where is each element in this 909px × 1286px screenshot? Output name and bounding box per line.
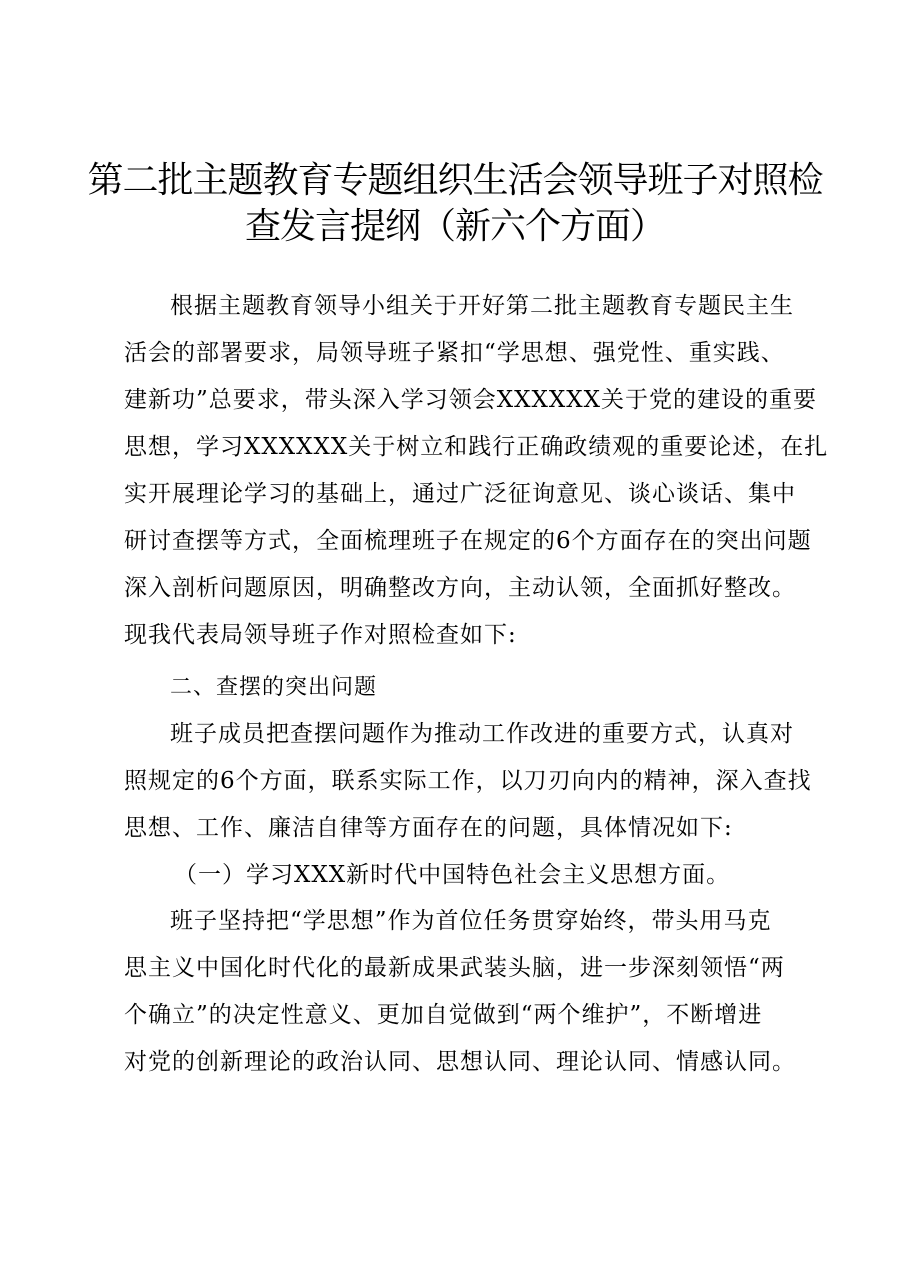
subsection-line: 思主义中国化时代化的最新成果武装头脑，进一步深刻领悟“两 — [124, 955, 785, 981]
intro-line: 根据主题教育领导小组关于开好第二批主题教育专题民主生 — [170, 293, 794, 319]
intro-line: 建新功”总要求，带头深入学习领会XXXXXX关于党的建设的重要 — [124, 387, 818, 413]
intro-line: 现我代表局领导班子作对照检查如下: — [124, 622, 517, 648]
subsection-heading-block — [124, 852, 824, 899]
intro-paragraph — [124, 283, 829, 659]
section-heading-block — [124, 664, 824, 711]
subsection-line: 班子坚持把“学思想”作为首位任务贯穿始终，带头用马克 — [170, 908, 772, 934]
intro-line: 研讨查摆等方式，全面梳理班子在规定的6个方面存在的突出问题 — [124, 528, 812, 554]
title-line-1: 第二批主题教育专题组织生活会领导班子对照检 — [87, 160, 823, 201]
subsection-line: 个确立”的决定性意义、更加自觉做到“两个维护”，不断增进 — [124, 1002, 763, 1028]
title-line-2: 查发言提纲（新六个方面） — [244, 206, 665, 247]
intro-line: 思想，学习XXXXXX关于树立和践行正确政绩观的重要论述，在扎 — [124, 434, 829, 460]
section-intro-line: 照规定的6个方面，联系实际工作，以刀刃向内的精神，深入查找 — [124, 768, 812, 794]
section-intro-line: 班子成员把查摆问题作为推动工作改进的重要方式，认真对 — [170, 721, 794, 747]
document-title — [60, 158, 850, 250]
intro-line: 深入剖析问题原因，明确整改方向，主动认领，全面抓好整改。 — [124, 575, 796, 601]
section-heading: 二、查摆的突出问题 — [170, 675, 378, 700]
subsection-paragraph — [124, 898, 824, 1086]
subsection-line: 对党的创新理论的政治认同、思想认同、理论认同、情感认同。 — [124, 1049, 796, 1075]
intro-line: 实开展理论学习的基础上，通过广泛征询意见、谈心谈话、集中 — [124, 481, 796, 507]
intro-line: 活会的部署要求，局领导班子紧扣“学思想、强党性、重实践、 — [124, 340, 785, 366]
subsection-heading: （一）学习XXX新时代中国特色社会主义思想方面。 — [174, 862, 731, 888]
section-intro-paragraph — [124, 711, 824, 852]
section-intro-line: 思想、工作、廉洁自律等方面存在的问题，具体情况如下: — [124, 815, 733, 841]
